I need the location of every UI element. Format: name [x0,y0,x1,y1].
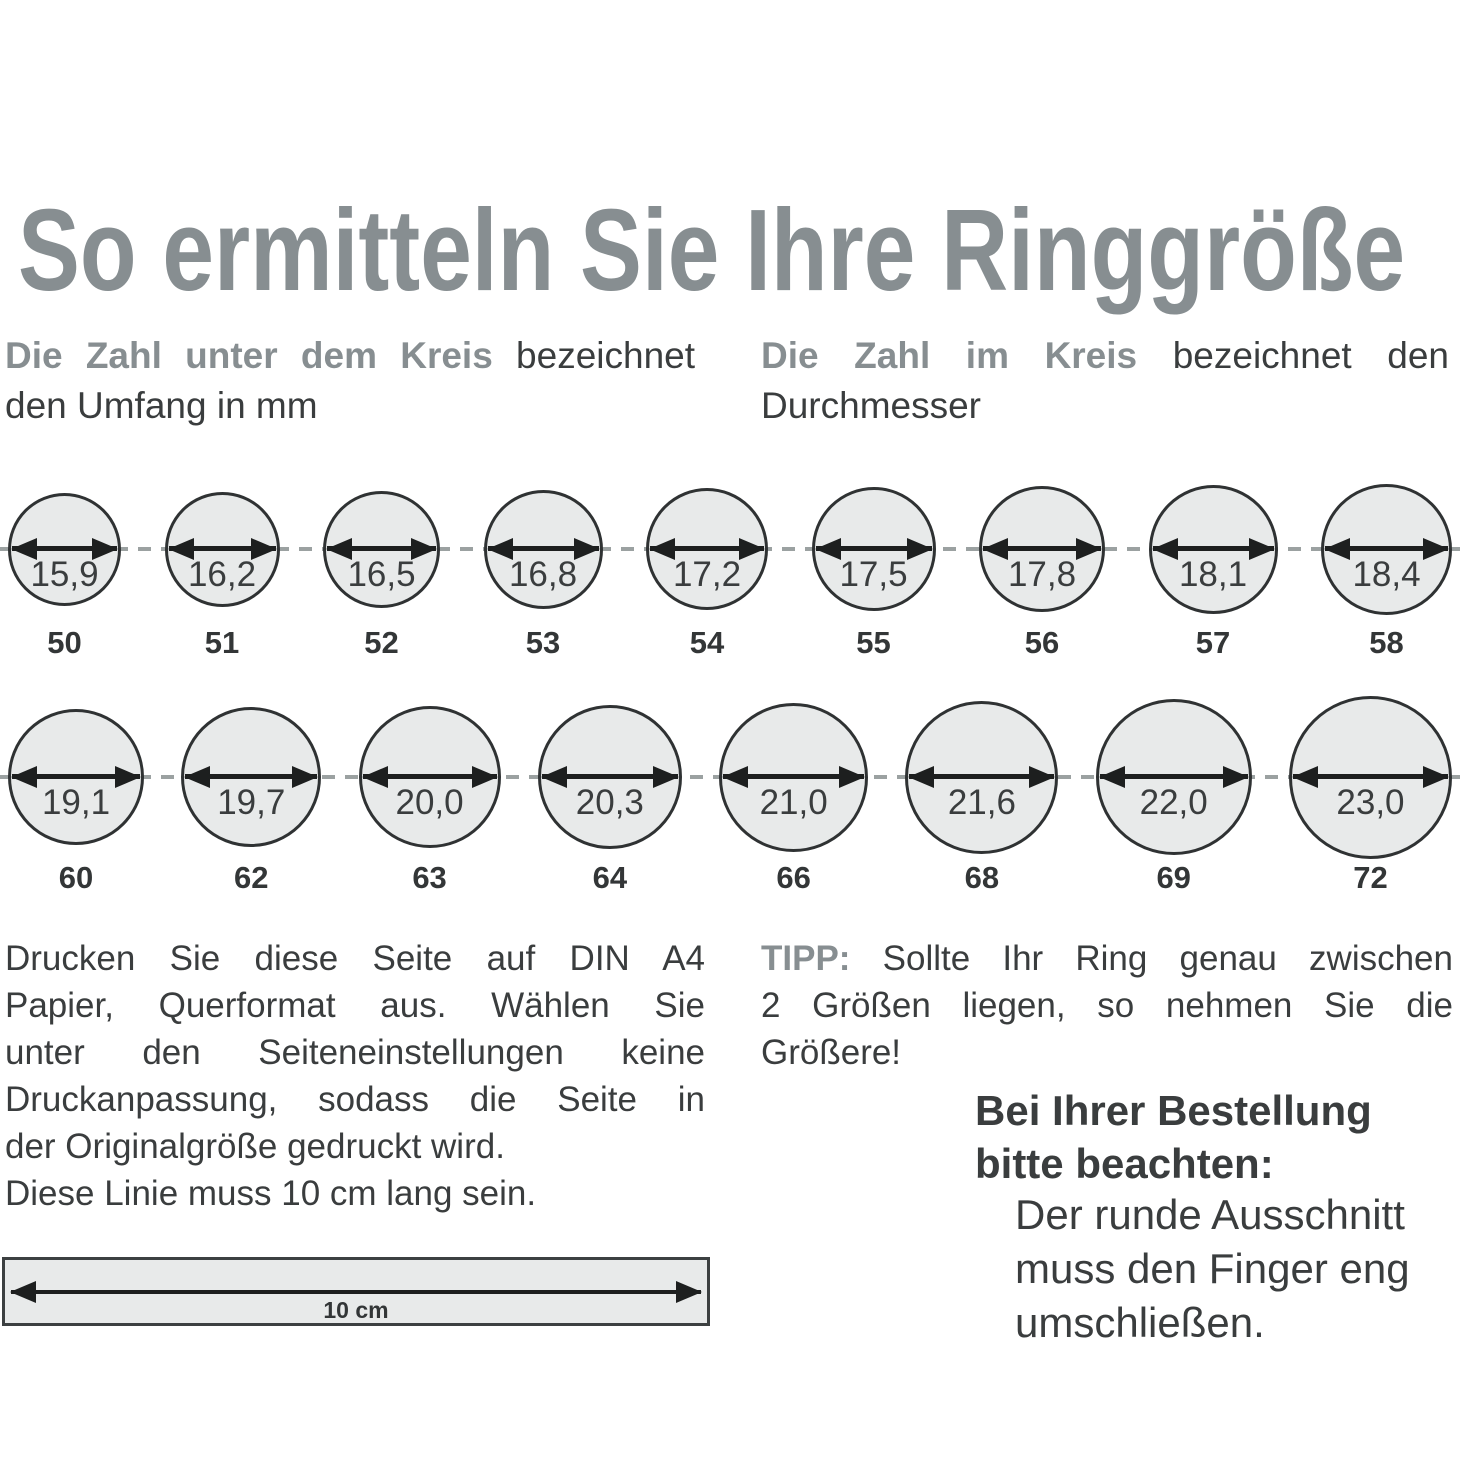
order-note-heading-line: bitte beachten: [975,1140,1274,1187]
tip-note-line: Größere! [761,1033,902,1072]
diameter-value: 17,8 [1007,555,1077,594]
ring-circle-size-72 [1289,696,1452,895]
ring-size-value: 56 [1024,625,1060,660]
diameter-value: 23,0 [1336,783,1405,822]
ring-circle-size-55 [812,487,936,660]
ring-circle-size-62 [181,707,321,895]
ring-size-value: 51 [204,625,240,660]
intro-diameter-line: Die Zahl im Kreis bezeichnet den [761,335,1449,376]
ring-size-value: 60 [58,860,94,895]
ring-size-value: 52 [364,625,399,660]
diameter-value: 17,5 [839,555,908,594]
print-instructions-line: Druckanpassung, sodass die Seite in [5,1080,705,1119]
diameter-arrow [185,774,317,779]
print-instructions-line: Papier, Querformat aus. Wählen Sie [5,986,705,1025]
diameter-arrow [542,774,678,779]
ring-circle-size-69 [1096,699,1252,895]
print-instructions-line: Diese Linie muss 10 cm lang sein. [5,1174,537,1213]
print-instructions-line: unter den Seiteneinstellungen keine [5,1033,705,1072]
ruler-10cm [2,1257,710,1326]
diameter-arrow [723,774,864,779]
ring-size-value: 57 [1195,625,1231,660]
diameter-arrow [983,546,1101,551]
diameter-value: 20,0 [395,783,464,822]
ring-size-value: 72 [1353,860,1388,895]
intro-circumference [5,331,695,431]
ring-size-value: 66 [776,860,811,895]
diameter-arrow [12,546,117,551]
diameter-value: 16,8 [508,555,578,594]
tip-note-highlight: TIPP: [761,939,851,978]
diameter-arrow [1100,774,1248,779]
diameter-value: 19,7 [217,783,286,822]
diameter-arrow [488,546,599,551]
diameter-arrow [816,546,932,551]
diameter-value: 19,1 [41,783,111,822]
diameter-value: 17,2 [672,555,742,594]
ring-circle-size-51 [165,492,280,660]
ring-circle-size-53 [484,490,603,660]
ring-circle-size-63 [359,706,501,895]
intro-diameter-highlight: Die Zahl im Kreis [761,335,1138,376]
diameter-arrow [169,546,276,551]
ring-circle-size-60 [8,709,144,895]
print-instructions [5,935,705,1217]
ring-circle-size-56 [979,486,1105,660]
diameter-arrow [12,774,140,779]
order-note-body-line: muss den Finger eng [1015,1245,1410,1292]
ruler-label: 10 cm [323,1296,389,1323]
ring-size-value: 54 [689,625,725,660]
tip-note-line: 2 Größen liegen, so nehmen Sie die [761,986,1453,1025]
ring-size-value: 69 [1156,860,1191,895]
diameter-arrow [909,774,1054,779]
ring-size-value: 64 [592,860,628,895]
diameter-value: 18,4 [1352,555,1421,594]
ring-circle-size-57 [1149,485,1278,660]
diameter-arrow [363,774,497,779]
tip-note [761,935,1453,1076]
ring-circle-size-64 [538,705,682,895]
tip-note-line: TIPP: Sollte Ihr Ring genau zwischen [761,939,1453,978]
ring-row-sizes-60-72 [8,695,1452,895]
diameter-arrow [1153,546,1274,551]
print-instructions-line: Drucken Sie diese Seite auf DIN A4 [5,939,705,978]
order-note-heading [975,1084,1372,1190]
order-note-heading-line: Bei Ihrer Bestellung [975,1087,1372,1134]
diameter-value: 16,5 [347,555,416,594]
ring-size-value: 62 [234,860,269,895]
order-note-body-line: umschließen. [1015,1299,1265,1346]
ring-size-value: 55 [856,625,891,660]
diameter-value: 21,0 [759,783,828,822]
intro-circumference-highlight: Die Zahl unter dem Kreis [5,335,493,376]
diameter-value: 21,6 [947,783,1016,822]
diameter-value: 22,0 [1139,783,1208,822]
diameter-value: 18,1 [1178,555,1248,594]
ring-circle-size-58 [1321,484,1452,660]
ring-circle-size-50 [8,493,121,660]
ring-circle-size-52 [323,491,440,660]
diameter-arrow [327,546,436,551]
page-title: So ermitteln Sie Ihre Ringgröße [18,185,1406,315]
ring-size-value: 53 [525,625,561,660]
ring-size-value: 68 [964,860,1000,895]
diameter-value: 15,9 [30,555,99,594]
diameter-value: 16,2 [187,555,257,594]
ruler-arrow [11,1290,701,1294]
ring-circle-size-54 [646,488,768,660]
intro-circumference-line: Die Zahl unter dem Kreis bezeichnet [5,335,695,376]
diameter-arrow [1293,774,1448,779]
diameter-arrow [1325,546,1448,551]
intro-diameter-line: Durchmesser [761,385,981,426]
intro-circumference-line: den Umfang in mm [5,385,318,426]
diameter-value: 20,3 [575,783,644,822]
intro-diameter [761,331,1449,431]
ring-circle-size-68 [905,701,1058,895]
ring-row-sizes-50-58 [8,483,1452,660]
order-note-body [1015,1188,1410,1350]
diameter-arrow [650,546,764,551]
ring-size-value: 50 [47,625,82,660]
order-note-body-line: Der runde Ausschnitt [1015,1191,1405,1238]
print-instructions-line: der Originalgröße gedruckt wird. [5,1127,505,1166]
ring-circle-size-66 [719,703,868,895]
ring-size-value: 63 [412,860,447,895]
ring-size-value: 58 [1369,625,1404,660]
